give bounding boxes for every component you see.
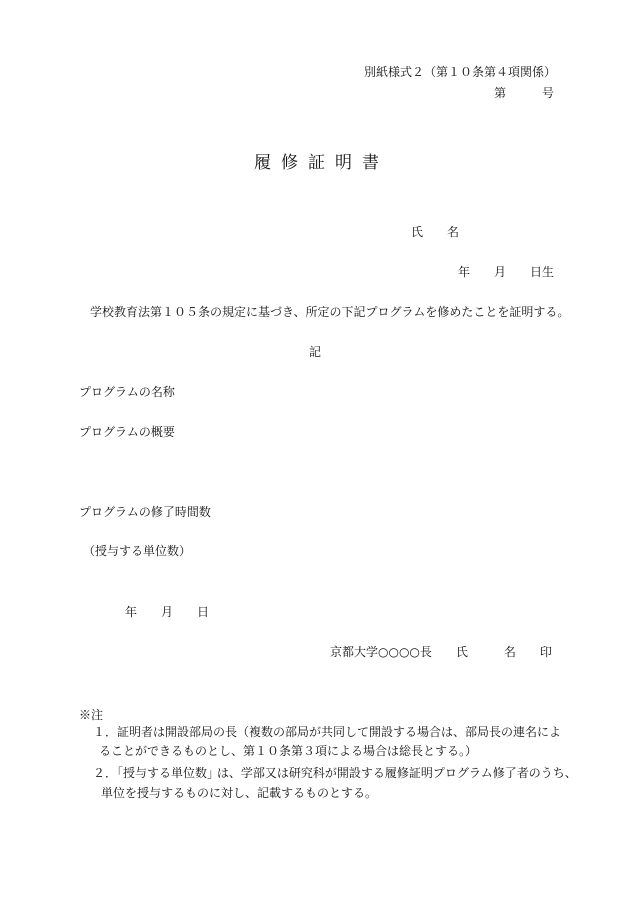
note-1-line-2: ることができるものとし、第１０条第３項による場合は総長とする。） (99, 744, 478, 758)
ki-marker: 記 (309, 345, 322, 359)
certification-statement: 学校教育法第１０５条の規定に基づき、所定の下記プログラムを修めたことを証明する。 (90, 305, 570, 319)
certificate-number-line: 第 号 (494, 86, 555, 100)
document-title: 履修証明書 (254, 153, 389, 173)
note-2-line-2: 単位を授与するものに対し、記載するものとする。 (101, 786, 378, 800)
notes-heading: ※注 (79, 708, 104, 722)
recipient-birthdate-line: 年 月 日生 (458, 265, 555, 279)
field-program-overview: プログラムの概要 (79, 425, 175, 439)
field-program-name: プログラムの名称 (79, 385, 175, 399)
field-credits: （授与する単位数） (83, 544, 192, 558)
note-2-line-1: ２．｢授与する単位数｣ は、学部又は研究科が開設する履修証明プログラム修了者のうち、 (93, 766, 577, 780)
field-program-hours: プログラムの修了時間数 (79, 505, 211, 519)
note-1-line-1: １．証明者は開設部局の長（複数の部局が共同して開設する場合は、部局長の連名によ (93, 725, 562, 739)
form-reference: 別紙様式２（第１０条第４項関係） (364, 65, 557, 79)
signature-line: 京都大学○○○○長 氏 名 印 (330, 645, 552, 659)
issue-date-line: 年 月 日 (125, 605, 210, 619)
recipient-name-line: 氏 名 (411, 225, 460, 239)
